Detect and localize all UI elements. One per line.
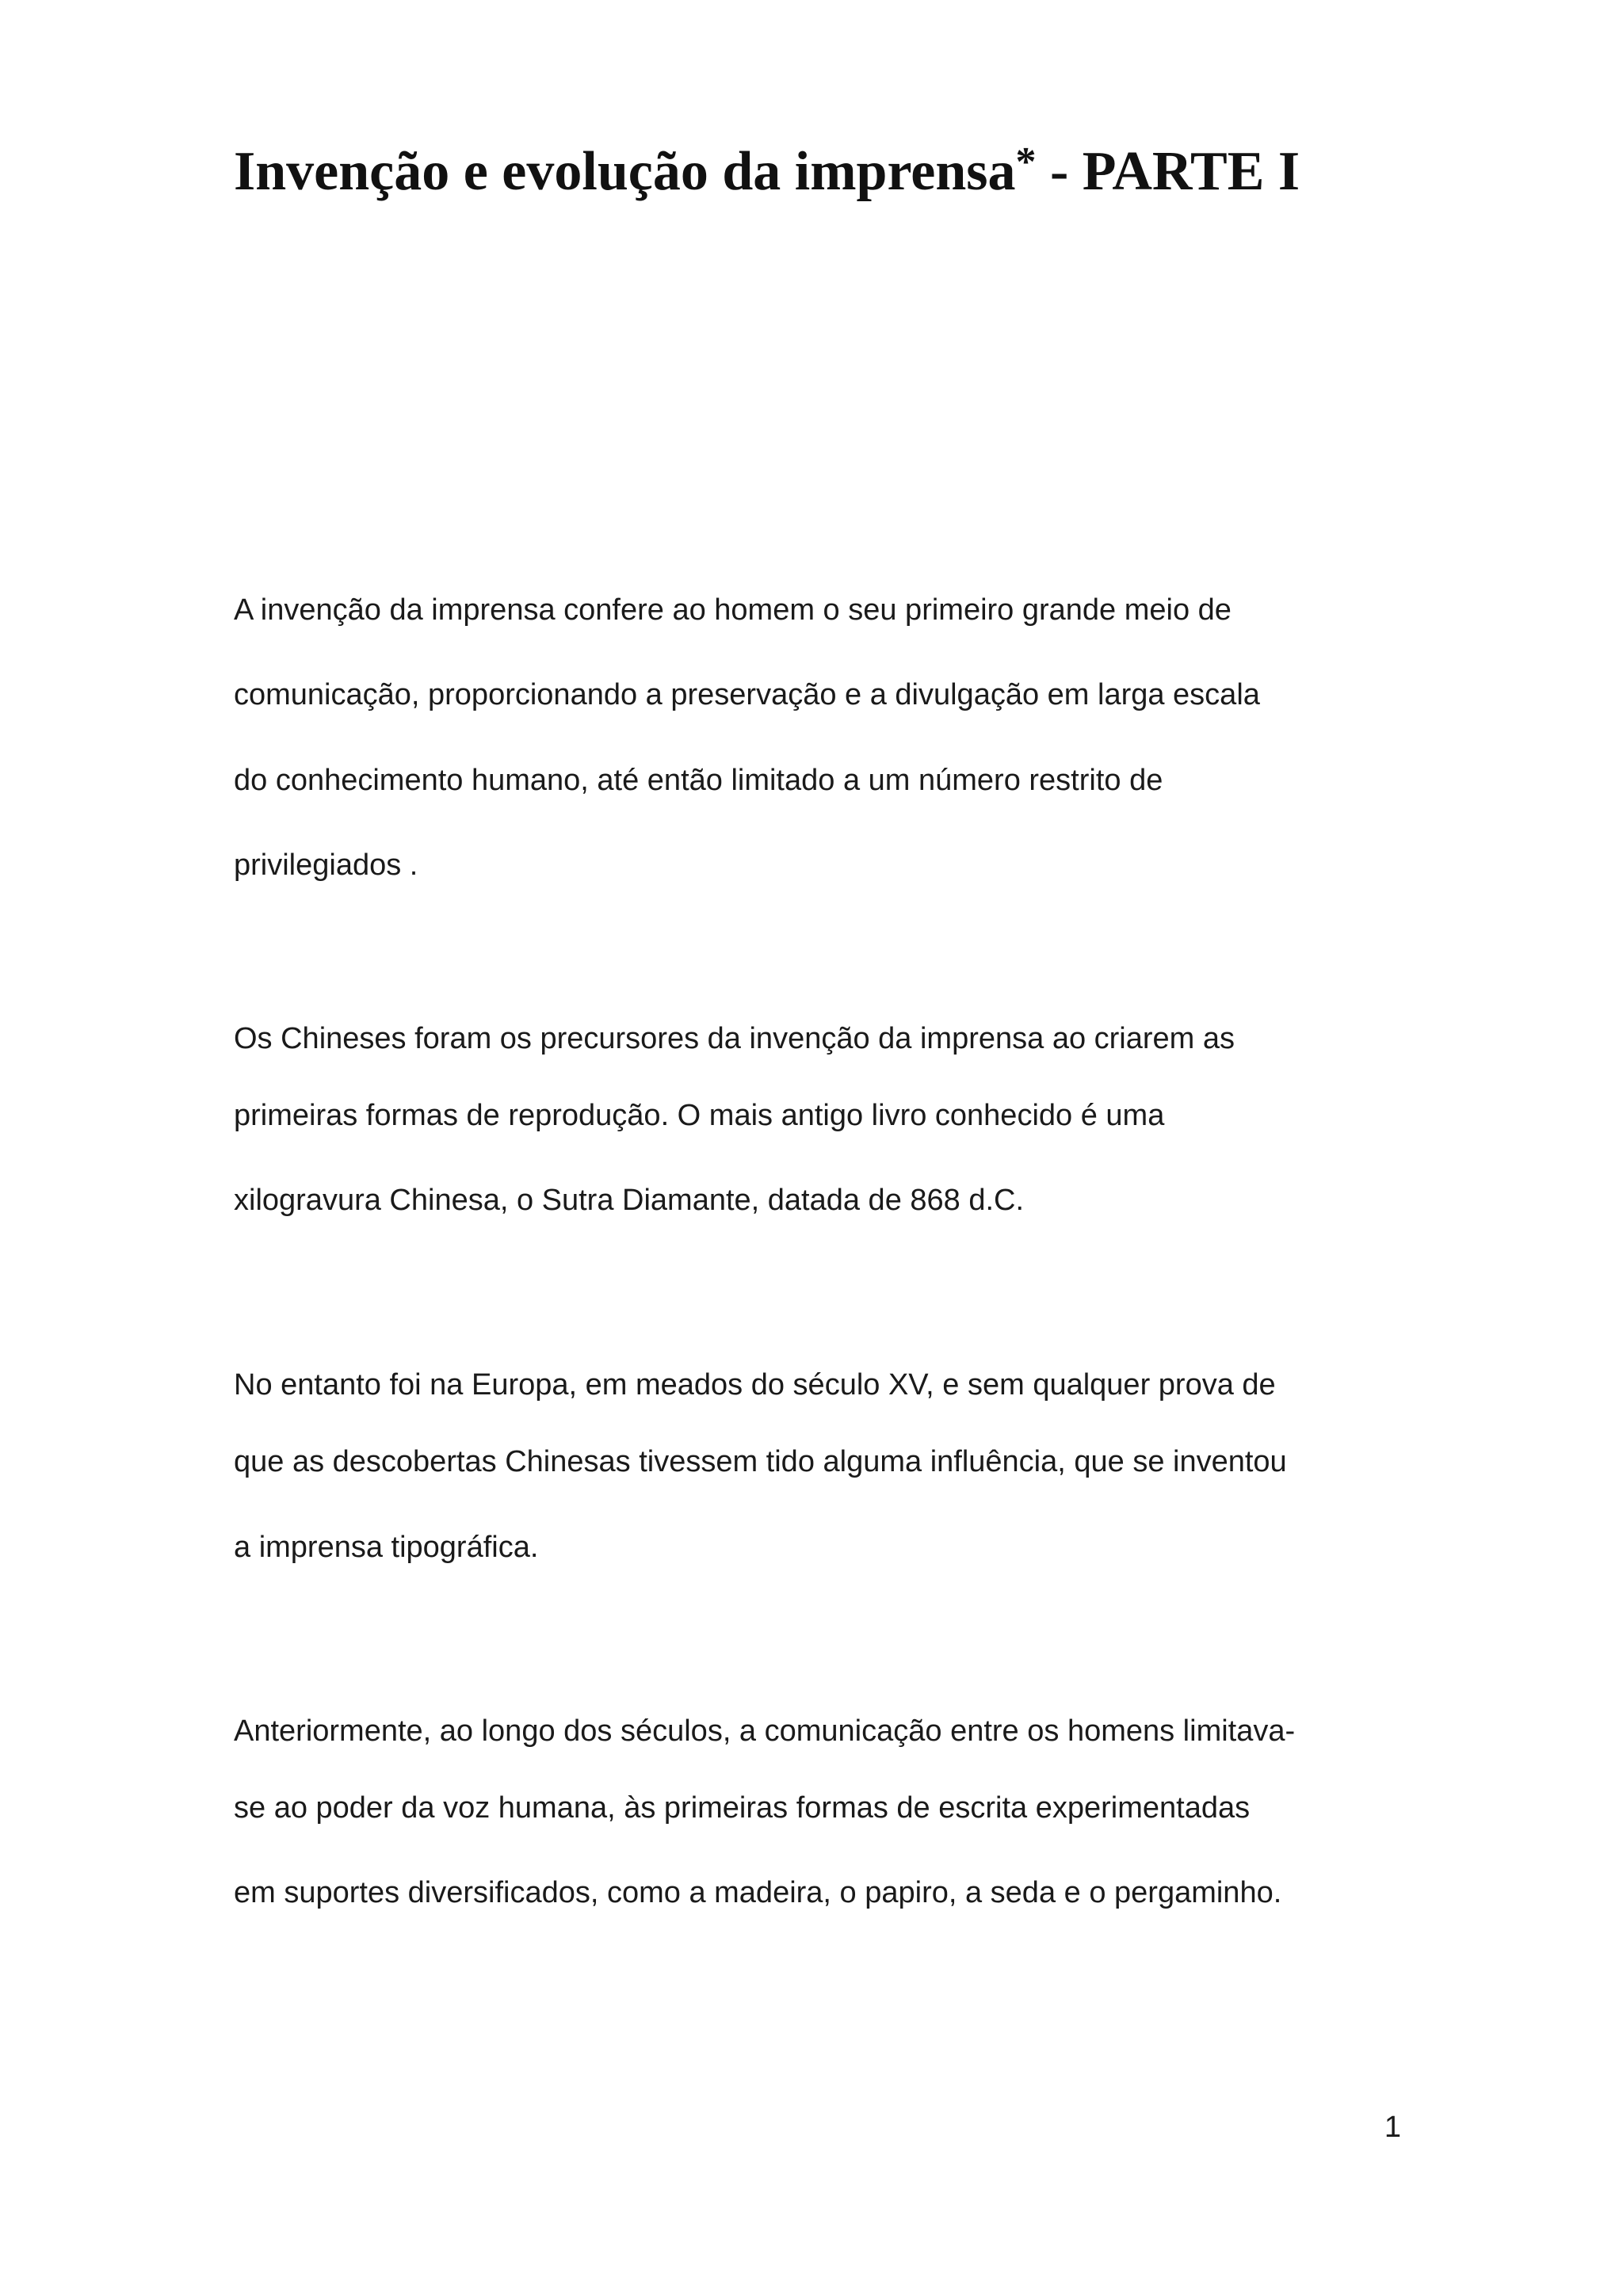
document-title	[234, 136, 1300, 212]
paragraph-line: privilegiados .	[234, 849, 418, 882]
paragraph-line: do conhecimento humano, até então limitado a um número restrito de	[234, 764, 1163, 797]
paragraph-line: que as descobertas Chinesas tivessem tido alguma influência, que se inventou	[234, 1445, 1287, 1478]
title-footnote-marker: *	[1015, 139, 1037, 185]
paragraph-line: se ao poder da voz humana, às primeiras formas de escrita experimentadas	[234, 1791, 1251, 1825]
paragraph-line: comunicação, proporcionando a preservação e a divulgação em larga escala	[234, 678, 1260, 711]
paragraph-line: A invenção da imprensa confere ao homem o seu primeiro grande meio de	[234, 593, 1232, 627]
paragraph-line: primeiras formas de reprodução. O mais antigo livro conhecido é uma	[234, 1099, 1165, 1132]
title-text: Invenção e evolução da imprensa	[234, 141, 1016, 202]
paragraph-line: No entanto foi na Europa, em meados do século XV, e sem qualquer prova de	[234, 1368, 1276, 1402]
page-number: 1	[1384, 2111, 1401, 2144]
title-suffix: - PARTE I	[1036, 141, 1300, 202]
paragraph-line: xilogravura Chinesa, o Sutra Diamante, datada de 868 d.C.	[234, 1184, 1025, 1217]
paragraph-line: Os Chineses foram os precursores da invenção da imprensa ao criarem as	[234, 1022, 1235, 1055]
paragraph-line: em suportes diversificados, como a madeira, o papiro, a seda e o pergaminho.	[234, 1876, 1282, 1909]
paragraph-line: Anteriormente, ao longo dos séculos, a comunicação entre os homens limitava-	[234, 1714, 1296, 1748]
paragraph-line: a imprensa tipográfica.	[234, 1531, 539, 1564]
